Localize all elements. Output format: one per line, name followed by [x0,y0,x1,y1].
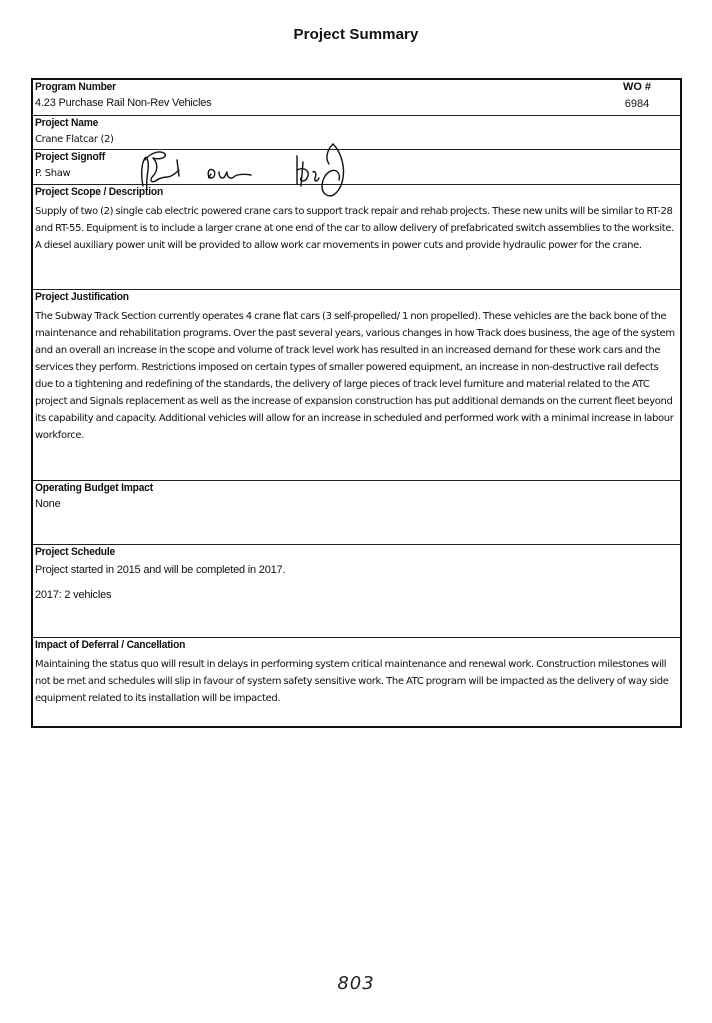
project-signoff-section [33,150,680,185]
project-schedule-line-2: 2017: 2 vehicles [35,589,112,601]
project-scope-section [33,185,680,290]
project-justification-text: The Subway Track Section currently operates 4 crane flat cars (3 self-propelled/ 1 non propelled). These vehicles are the back bone of the maintenance and rehabilitation programs. Over the past several years, various changes in how Track does business, the age of the system and an overall an increase in the scope and volume of track level work has resulted in an increased demand for these work cars and the services they perform. Restrictions imposed on certain types of smaller powered equipment, an increase in non-destructive rail defects due to a tightening and redefining of the standards, the delivery of large pieces of track level furniture and material related to the ATC project and Signals replacement as well as the increase of expansion construction has put additional demands on the current fleet beyond its capability and capacity. Additional vehicles will allow for an increase in scheduled and performed work with a minimal increase in labour workforce. [35,311,675,441]
project-scope-text: Supply of two (2) single cab electric powered crane cars to support track repair and rehab projects. These new units will be similar to RT-28 and RT-55. Equipment is to include a larger crane at one end of the car to allow delivery of prefabricated switch assemblies to the worksite. A diesel auxiliary power unit will be provided to allow work car movements in power cuts and provide hydraulic power for the crane. [35,206,674,251]
work-order-label: WO # [622,81,652,93]
deferral-impact-section [33,638,680,726]
project-scope-label: Project Scope / Description [35,186,164,198]
program-number-section [33,80,680,116]
project-name-section [33,116,680,150]
handwritten-page-number: 803 [337,973,375,994]
program-number-label: Program Number [35,81,116,93]
project-signoff-label: Project Signoff [35,151,105,163]
project-schedule-line-1: Project started in 2015 and will be completed in 2017. [35,564,286,576]
project-summary-form [31,78,682,728]
project-name-value: Crane Flatcar (2) [35,134,114,145]
work-order-block [612,80,662,113]
program-number-value: 4.23 Purchase Rail Non-Rev Vehicles [35,97,212,109]
deferral-impact-text: Maintaining the status quo will result in delays in performing system critical maintenance and renewal work. Construction milestones will not be met and schedules will slip in favour of system safety sensitive work. The ATC program will be impacted as the delivery of way side equipment related to its installation will be impacted. [35,659,669,704]
project-signoff-value: P. Shaw [35,168,71,179]
project-justification-label: Project Justification [35,291,129,303]
project-justification-section [33,290,680,481]
operating-budget-section [33,481,680,545]
project-schedule-section [33,545,680,638]
operating-budget-label: Operating Budget Impact [35,482,153,494]
deferral-impact-label: Impact of Deferral / Cancellation [35,639,186,651]
page-title: Project Summary [293,26,419,43]
work-order-value: 6984 [624,98,650,110]
project-name-label: Project Name [35,117,99,129]
operating-budget-value: None [35,498,61,510]
project-schedule-label: Project Schedule [35,546,116,558]
